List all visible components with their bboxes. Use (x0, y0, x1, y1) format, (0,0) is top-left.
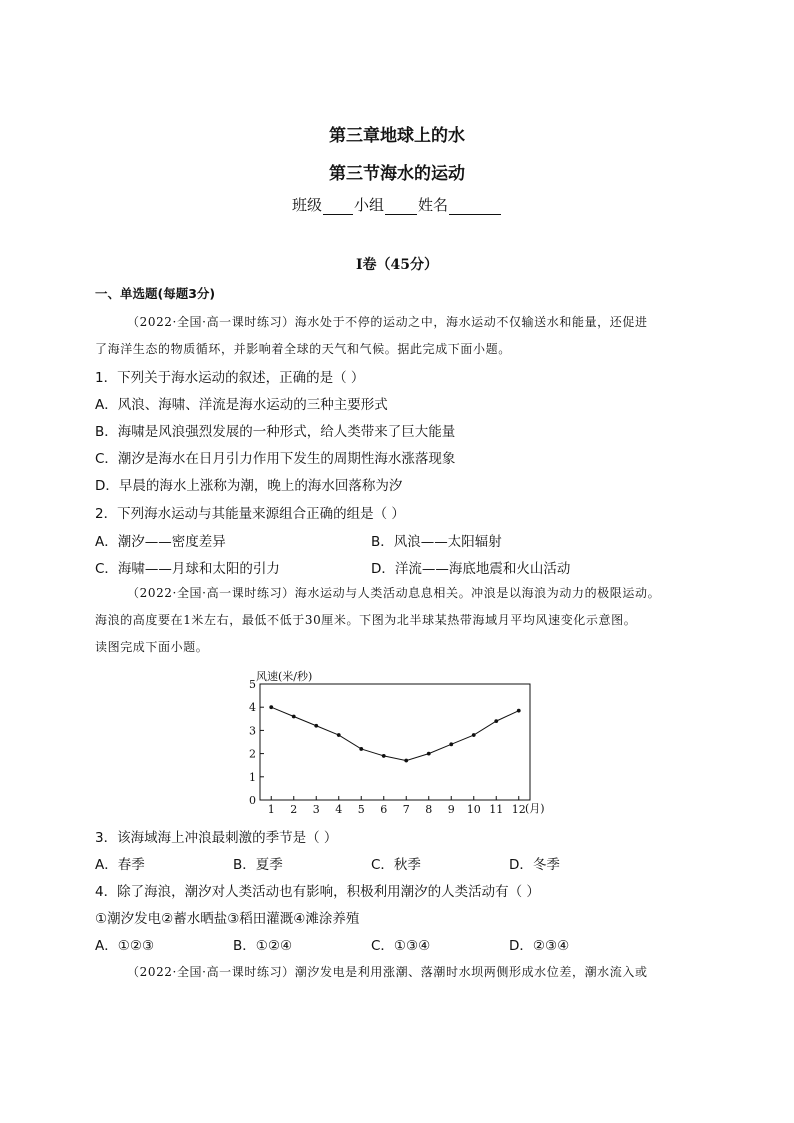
class-blank[interactable] (323, 200, 353, 215)
chart-y-tick-label: 4 (249, 701, 256, 715)
wind-speed-chart (240, 664, 550, 819)
question-1-option-a[interactable]: A．风浪、海啸、洋流是海水运动的三种主要形式 (95, 397, 388, 413)
chart-x-tick-label: 7 (402, 803, 410, 816)
volume-heading: I卷（45分） (355, 257, 439, 273)
question-4-option-b[interactable]: B．①②④ (233, 938, 293, 954)
passage-1-line-2: 了海洋生态的物质循环，并影响着全球的天气和气候。据此完成下面小题。 (95, 342, 511, 356)
chart-x-axis-label: (月) (525, 802, 545, 815)
student-info-line (0, 194, 794, 215)
chart-series-line (271, 707, 519, 760)
class-label: 班级 (291, 196, 322, 214)
chart-y-tick-label: 3 (249, 724, 256, 738)
passage-2-line-1: （2022·全国·高一课时练习）海水运动与人类活动息息相关。冲浪是以海浪为动力的极限运动。 (127, 586, 661, 600)
chart-y-tick-label: 0 (249, 794, 256, 807)
chart-data-point (404, 759, 408, 763)
category-heading: 一、单选题(每题3分) (95, 286, 216, 301)
question-4-option-d[interactable]: D．②③④ (509, 938, 570, 954)
chart-data-point (359, 747, 363, 751)
question-3-option-c[interactable]: C．秋季 (371, 857, 421, 873)
chart-x-tick-label: 10 (466, 803, 481, 816)
question-2-option-d[interactable]: D．洋流——海底地震和火山活动 (371, 561, 571, 577)
question-4-option-a[interactable]: A．①②③ (95, 938, 155, 954)
chart-x-tick-label: 12 (511, 803, 526, 816)
question-1-option-c[interactable]: C．潮汐是海水在日月引力作用下发生的周期性海水涨落现象 (95, 451, 456, 467)
chart-data-point (269, 705, 273, 709)
chart-y-axis-label: 风速(米/秒) (256, 670, 313, 683)
name-blank[interactable] (449, 200, 501, 215)
chart-data-point (472, 733, 476, 737)
question-4-items: ①潮汐发电②蓄水晒盐③稻田灌溉④滩涂养殖 (95, 911, 360, 927)
question-2-option-a[interactable]: A．潮汐——密度差异 (95, 534, 226, 550)
chapter-title: 第三章地球上的水 (329, 126, 465, 146)
chart-x-tick-label: 1 (267, 803, 275, 816)
question-3-option-a[interactable]: A．春季 (95, 857, 145, 873)
question-1-option-b[interactable]: B．海啸是风浪强烈发展的一种形式，给人类带来了巨大能量 (95, 424, 456, 440)
passage-1-line-1: （2022·全国·高一课时练习）海水处于不停的运动之中，海水运动不仅输送水和能量，还促进 (127, 315, 648, 329)
passage-2-line-2: 海浪的高度要在1米左右，最低不低于30厘米。下图为北半球某热带海域月平均风速变化示意图。 (95, 613, 637, 627)
chart-x-tick-label: 8 (425, 803, 433, 816)
chart-x-tick-label: 3 (312, 803, 320, 816)
chart-x-tick-label: 4 (335, 803, 343, 816)
name-label: 姓名 (418, 196, 449, 214)
chart-x-tick-label: 9 (447, 803, 455, 816)
chart-data-point (382, 754, 386, 758)
question-3-option-b[interactable]: B．夏季 (233, 857, 283, 873)
chart-data-point (314, 724, 318, 728)
chart-y-tick-label: 2 (249, 747, 256, 761)
question-4-stem: 4．除了海浪，潮汐对人类活动也有影响，积极利用潮汐的人类活动有（ ） (95, 884, 540, 900)
chart-data-point (449, 742, 453, 746)
chart-x-tick-label: 5 (357, 803, 365, 816)
question-2-option-b[interactable]: B．风浪——太阳辐射 (371, 534, 502, 550)
group-blank[interactable] (385, 200, 417, 215)
wind-speed-chart-svg (240, 664, 550, 819)
question-1-stem: 1．下列关于海水运动的叙述，正确的是（ ） (95, 370, 365, 386)
chart-data-point (494, 719, 498, 723)
chart-x-tick-label: 11 (489, 803, 504, 816)
passage-3-line-1: （2022·全国·高一课时练习）潮汐发电是利用涨潮、落潮时水坝两侧形成水位差，潮水流入或 (127, 965, 648, 979)
chart-y-tick-label: 1 (249, 770, 256, 784)
question-2-stem: 2．下列海水运动与其能量来源组合正确的组是（ ） (95, 506, 405, 522)
chart-y-tick-label: 5 (249, 678, 256, 691)
chart-x-tick-label: 2 (290, 803, 298, 816)
question-2-option-c[interactable]: C．海啸——月球和太阳的引力 (95, 561, 280, 577)
question-1-option-d[interactable]: D．早晨的海水上涨称为潮，晚上的海水回落称为汐 (95, 478, 403, 494)
question-4-option-c[interactable]: C．①③④ (371, 938, 431, 954)
chart-data-point (337, 733, 341, 737)
chart-x-tick-label: 6 (380, 803, 388, 816)
question-3-option-d[interactable]: D．冬季 (509, 857, 560, 873)
section-title: 第三节海水的运动 (329, 164, 465, 184)
passage-2-line-3: 读图完成下面小题。 (95, 640, 209, 654)
question-3-stem: 3．该海域海上冲浪最刺激的季节是（ ） (95, 830, 338, 846)
chart-data-point (427, 752, 431, 756)
chart-data-point (292, 715, 296, 719)
group-label: 小组 (353, 196, 384, 214)
chart-plot-frame (260, 684, 530, 800)
chart-data-point (517, 709, 521, 713)
